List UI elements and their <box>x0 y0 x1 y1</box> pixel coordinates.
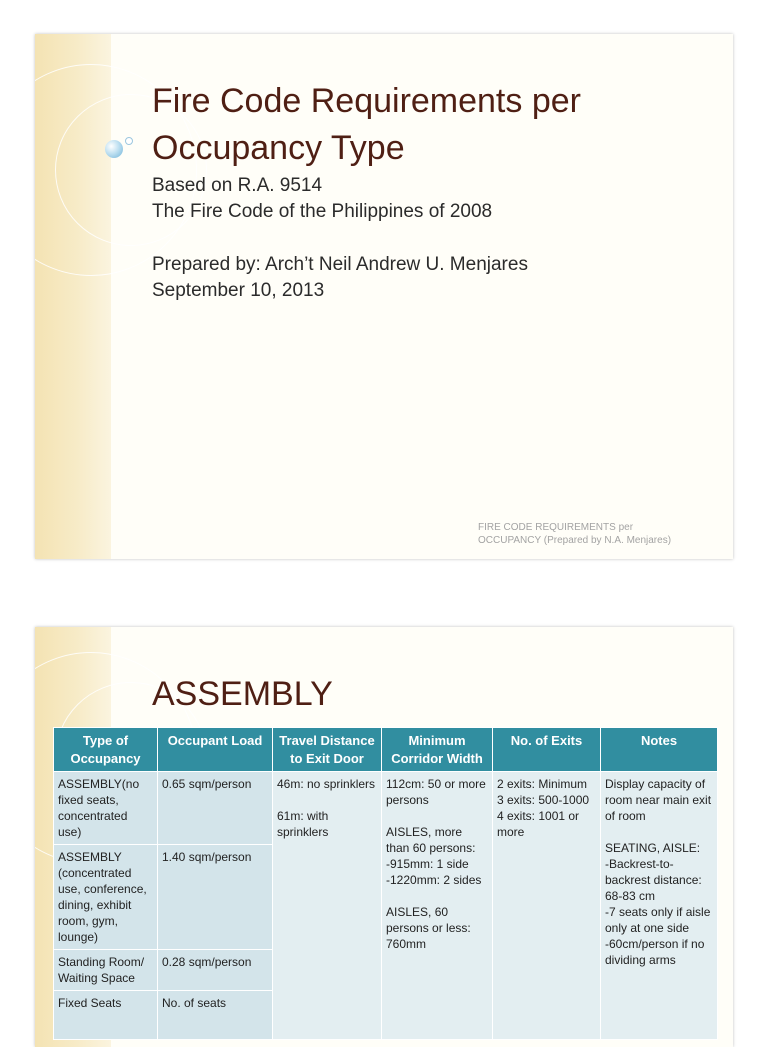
occupant-load-cell: 1.40 sqm/person <box>158 845 273 950</box>
travel-distance-cell <box>273 772 382 1040</box>
occupant-load-cell: No. of seats <box>158 991 273 1040</box>
corridor-width-text: 112cm: 50 or more persons AISLES, more than 60 persons: -915mm: 1 side -1220mm: 2 sides AISLES, 60 persons or less: 760mm <box>386 777 486 951</box>
column-header: Travel Distance to Exit Door <box>273 728 382 772</box>
decorative-bubble <box>125 137 133 145</box>
column-header: Minimum Corridor Width <box>382 728 493 772</box>
date-text: September 10, 2013 <box>152 280 325 301</box>
corridor-width-cell <box>382 772 493 1040</box>
occupant-load-cell: 0.28 sqm/person <box>158 950 273 991</box>
decorative-bubble <box>105 140 123 158</box>
column-header: Occupant Load <box>158 728 273 772</box>
exits-text: 2 exits: Minimum 3 exits: 500-1000 4 exits: 1001 or more <box>497 777 590 839</box>
slide-footer <box>478 521 718 547</box>
footer-line: OCCUPANCY (Prepared by N.A. Menjares) <box>478 535 672 546</box>
notes-cell <box>601 772 718 1040</box>
footer-line: FIRE CODE REQUIREMENTS per <box>478 522 634 533</box>
occupancy-type-cell: Standing Room/ Waiting Space <box>54 950 158 991</box>
column-header: Notes <box>601 728 718 772</box>
occupant-load-cell: 0.65 sqm/person <box>158 772 273 845</box>
slide-title: ASSEMBLY <box>152 675 333 713</box>
occupancy-table <box>53 727 718 1040</box>
based-on-text: Based on R.A. 9514 <box>152 175 323 196</box>
table-header-row <box>54 728 718 772</box>
title-line: Occupancy Type <box>152 129 405 167</box>
occupancy-type-cell: ASSEMBLY(no fixed seats, concentrated use) <box>54 772 158 845</box>
column-header: No. of Exits <box>493 728 601 772</box>
travel-distance-text: 46m: no sprinklers 61m: with sprinklers <box>277 777 376 839</box>
slide-title <box>152 78 581 172</box>
assembly-slide <box>35 627 733 1047</box>
title-line: Fire Code Requirements per <box>152 82 581 120</box>
column-header: Type of Occupancy <box>54 728 158 772</box>
table-row <box>54 772 718 845</box>
notes-text: Display capacity of room near main exit of room SEATING, AISLE: -Backrest-to-backrest distance: 68-83 cm -7 seats only if aisle only at one side -60cm/person if no dividing arms <box>605 777 712 967</box>
occupancy-type-cell: ASSEMBLY (concentrated use, conference, dining, exhibit room, gym, lounge) <box>54 845 158 950</box>
prepared-by-text: Prepared by: Arch’t Neil Andrew U. Menjares <box>152 254 528 275</box>
title-slide <box>35 34 733 559</box>
exits-cell <box>493 772 601 1040</box>
occupancy-type-cell: Fixed Seats <box>54 991 158 1040</box>
code-name-text: The Fire Code of the Philippines of 2008 <box>152 201 493 222</box>
